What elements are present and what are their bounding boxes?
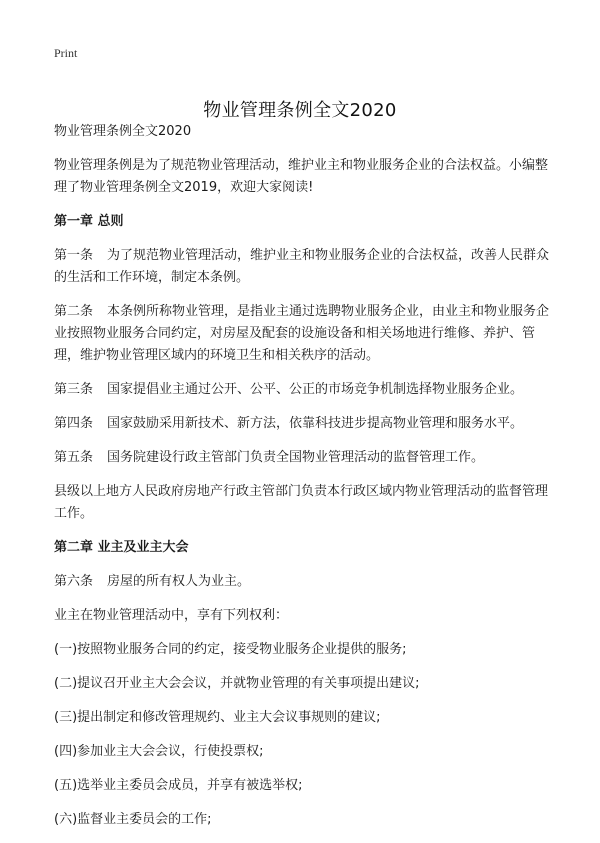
article-number: 第一条 xyxy=(54,248,94,263)
chapter-1-paragraph: 县级以上地方人民政府房地产行政主管部门负责本行政区域内物业管理活动的监督管理工作。 xyxy=(54,484,549,521)
rights-intro: 业主在物业管理活动中，享有下列权利： xyxy=(54,608,289,623)
intro-paragraph: 物业管理条例是为了规范物业管理活动，维护业主和物业服务企业的合法权益。小编整理了物业管理条例全文2019，欢迎大家阅读! xyxy=(54,158,549,195)
article-text: 为了规范物业管理活动，维护业主和物业服务企业的合法权益，改善人民群众的生活和工作环境，制定本条例。 xyxy=(54,248,550,285)
article-text: 国家提倡业主通过公开、公平、公正的市场竞争机制选择物业服务企业。 xyxy=(107,382,524,397)
print-label: Print xyxy=(54,46,78,60)
right-item: (三)提出制定和修改管理规约、业主大会议事规则的建议; xyxy=(54,710,381,725)
page-title: 物业管理条例全文2020 xyxy=(203,100,397,122)
article-number: 第三条 xyxy=(54,382,94,397)
right-item: (四)参加业主大会会议，行使投票权; xyxy=(54,744,264,759)
article-4 xyxy=(54,413,554,435)
right-item: (二)提议召开业主大会会议，并就物业管理的有关事项提出建议; xyxy=(54,676,420,691)
article-number: 第六条 xyxy=(54,574,94,589)
document-subtitle: 物业管理条例全文2020 xyxy=(54,124,192,139)
article-3 xyxy=(54,379,554,401)
article-2 xyxy=(54,301,554,367)
right-item: (一)按照物业服务合同的约定，接受物业服务企业提供的服务; xyxy=(54,642,407,657)
right-item: (六)监督业主委员会的工作; xyxy=(54,812,212,827)
chapter-1-heading: 第一章 总则 xyxy=(54,214,124,229)
article-number: 第五条 xyxy=(54,450,94,465)
article-1 xyxy=(54,245,554,289)
article-5 xyxy=(54,447,554,469)
article-6 xyxy=(54,571,554,593)
article-number: 第四条 xyxy=(54,416,94,431)
chapter-2-heading: 第二章 业主及业主大会 xyxy=(54,540,189,555)
right-item: (五)选举业主委员会成员，并享有被选举权; xyxy=(54,778,303,793)
article-text: 国家鼓励采用新技术、新方法，依靠科技进步提高物业管理和服务水平。 xyxy=(107,416,524,431)
article-text: 本条例所称物业管理，是指业主通过选聘物业服务企业，由业主和物业服务企业按照物业服务合同约定，对房屋及配套的设施设备和相关场地进行维修、养护、管理，维护物业管理区域内的环境卫生和相关秩序的活动。 xyxy=(54,304,550,363)
article-text: 房屋的所有权人为业主。 xyxy=(107,574,251,589)
article-number: 第二条 xyxy=(54,304,94,319)
article-text: 国务院建设行政主管部门负责全国物业管理活动的监督管理工作。 xyxy=(107,450,485,465)
document-body xyxy=(54,121,554,843)
